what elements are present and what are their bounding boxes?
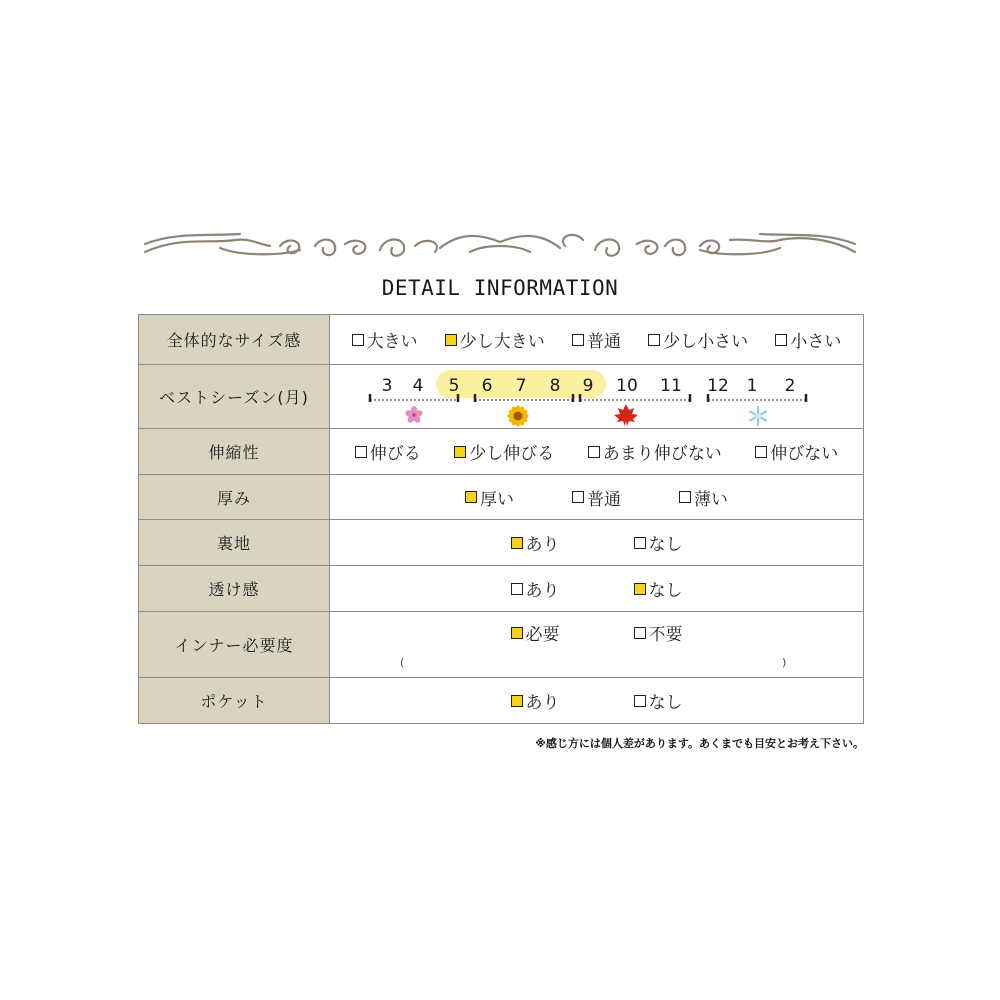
- month-label: 7: [515, 375, 527, 396]
- stretch-option-label: 伸びない: [770, 444, 839, 464]
- size-options: [330, 327, 863, 352]
- checked-box-icon: [445, 334, 457, 346]
- unchecked-box-icon: [511, 583, 523, 595]
- checked-box-icon: [511, 627, 523, 639]
- row-label-pocket: ポケット: [139, 678, 330, 724]
- table-row: [139, 315, 864, 365]
- month-label: 1: [746, 375, 758, 396]
- inner-option-label: 必要: [525, 625, 560, 645]
- page-title: DETAIL INFORMATION: [381, 276, 619, 300]
- checked-box-icon: [454, 446, 466, 458]
- season-chart: [330, 366, 863, 428]
- disclaimer-note: ※感じ方には個人差があります。あくまでも目安とお考え下さい。: [535, 737, 864, 750]
- table-row: [139, 678, 864, 724]
- row-label-size: 全体的なサイズ感: [139, 315, 330, 365]
- thickness-options: [330, 485, 863, 510]
- decorative-flourish-divider: [140, 222, 860, 266]
- lining-option-label: なし: [648, 535, 683, 555]
- month-label: 3: [381, 375, 393, 396]
- inner-note-paren-open: (: [400, 656, 405, 669]
- inner-option-label: 不要: [648, 625, 683, 645]
- table-row: [139, 612, 864, 678]
- table-row: [139, 365, 864, 429]
- inner-option-1: [634, 620, 683, 645]
- stretch-option-3: [755, 439, 838, 464]
- unchecked-box-icon: [634, 695, 646, 707]
- thickness-option-label: 薄い: [694, 489, 728, 510]
- snowflake-icon: [750, 407, 766, 425]
- inner-options-cell: [330, 612, 864, 678]
- size-option-1: [445, 327, 545, 352]
- inner-options: [330, 620, 863, 645]
- size-option-3: [648, 327, 748, 352]
- inner-note-paren-close: ): [782, 656, 787, 669]
- maple-leaf-icon: [614, 404, 638, 426]
- detail-information-table: [138, 314, 864, 724]
- size-option-label: 普通: [586, 332, 621, 352]
- thickness-option-2: [679, 485, 728, 510]
- unchecked-box-icon: [355, 446, 367, 458]
- size-option-0: [352, 327, 418, 352]
- sheerness-option-label: あり: [525, 581, 560, 601]
- unchecked-box-icon: [634, 627, 646, 639]
- unchecked-box-icon: [634, 537, 646, 549]
- sunflower-icon: [507, 405, 528, 426]
- season-cell: [330, 365, 864, 429]
- checked-box-icon: [511, 537, 523, 549]
- sheerness-option-0: [511, 576, 560, 601]
- thickness-option-label: 厚い: [480, 489, 514, 510]
- row-label-stretch: 伸縮性: [139, 429, 330, 475]
- sheerness-options-cell: [330, 566, 864, 612]
- stretch-option-label: 伸びる: [369, 444, 421, 464]
- unchecked-box-icon: [352, 334, 364, 346]
- stretch-options: [330, 439, 863, 464]
- row-label-sheerness: 透け感: [139, 566, 330, 612]
- stretch-option-1: [454, 439, 554, 464]
- month-label: 2: [784, 375, 796, 396]
- table-row: [139, 566, 864, 612]
- checked-box-icon: [465, 491, 477, 503]
- month-label: 11: [660, 375, 682, 396]
- lining-option-0: [511, 530, 560, 555]
- row-label-lining: 裏地: [139, 520, 330, 566]
- stretch-option-label: あまり伸びない: [602, 444, 722, 464]
- unchecked-box-icon: [679, 491, 691, 503]
- stretch-option-2: [588, 439, 722, 464]
- pocket-option-label: あり: [525, 693, 560, 713]
- thickness-option-1: [572, 485, 621, 510]
- unchecked-box-icon: [755, 446, 767, 458]
- sheerness-option-label: なし: [648, 581, 683, 601]
- size-option-label: 少し大きい: [459, 332, 545, 352]
- unchecked-box-icon: [572, 491, 584, 503]
- pocket-option-1: [634, 688, 683, 713]
- stretch-option-0: [355, 439, 421, 464]
- unchecked-box-icon: [588, 446, 600, 458]
- lining-options: [330, 530, 863, 555]
- checked-box-icon: [511, 695, 523, 707]
- unchecked-box-icon: [648, 334, 660, 346]
- thickness-option-label: 普通: [587, 489, 621, 510]
- month-label: 4: [412, 375, 424, 396]
- unchecked-box-icon: [775, 334, 787, 346]
- size-option-label: 小さい: [790, 332, 842, 352]
- checked-box-icon: [634, 583, 646, 595]
- size-option-label: 大きい: [366, 332, 418, 352]
- thickness-option-0: [465, 485, 514, 510]
- pocket-options: [330, 688, 863, 713]
- inner-option-0: [511, 620, 560, 645]
- pocket-option-label: なし: [648, 693, 683, 713]
- size-options-cell: [330, 315, 864, 365]
- pocket-options-cell: [330, 678, 864, 724]
- pocket-option-0: [511, 688, 560, 713]
- row-label-season: ベストシーズン(月): [139, 365, 330, 429]
- month-label: 8: [549, 375, 561, 396]
- lining-option-1: [634, 530, 683, 555]
- table-row: [139, 429, 864, 475]
- lining-options-cell: [330, 520, 864, 566]
- month-label: 9: [582, 375, 594, 396]
- unchecked-box-icon: [572, 334, 584, 346]
- size-option-2: [572, 327, 621, 352]
- month-label: 5: [448, 375, 460, 396]
- sheerness-option-1: [634, 576, 683, 601]
- sheerness-options: [330, 576, 863, 601]
- row-label-thickness: 厚み: [139, 475, 330, 520]
- stretch-options-cell: [330, 429, 864, 475]
- size-option-4: [775, 327, 841, 352]
- stretch-option-label: 少し伸びる: [469, 444, 555, 464]
- month-label: 12: [707, 375, 729, 396]
- lining-option-label: あり: [525, 535, 560, 555]
- table-row: [139, 520, 864, 566]
- thickness-options-cell: [330, 475, 864, 520]
- row-label-inner: インナー必要度: [139, 612, 330, 678]
- month-label: 6: [481, 375, 493, 396]
- season-timeline: [330, 366, 864, 428]
- size-option-label: 少し小さい: [663, 332, 749, 352]
- table-row: [139, 475, 864, 520]
- cherry-blossom-icon: [404, 406, 423, 424]
- month-label: 10: [616, 375, 638, 396]
